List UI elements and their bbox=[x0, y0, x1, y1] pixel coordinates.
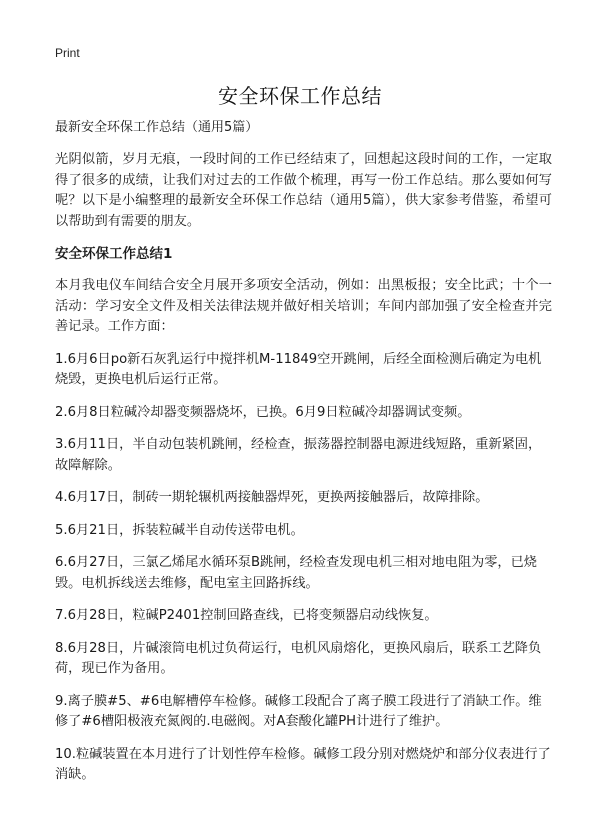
list-item: 4.6月17日，制砖一期轮辗机两接触器焊死，更换两接触器后，故障排除。 bbox=[55, 490, 489, 505]
section-heading: 安全环保工作总结1 bbox=[55, 246, 173, 262]
list-item: 2.6月8日粒碱冷却器变频器烧坏，已换。6月9日粒碱冷却器调试变频。 bbox=[55, 404, 471, 420]
list-item: 5.6月21日，拆装粒碱半自动传送带电机。 bbox=[55, 522, 304, 538]
list-item: 1.6月6日po新石灰乳运行中搅拌机M-11849空开跳闸，后经全面检测后确定为电机烧毁，更换电机后运行正常。 bbox=[55, 351, 542, 387]
list-item: 6.6月27日，三氯乙烯尾水循环泵B跳闸，经检查发现电机三相对地电阻为零，已烧毁。电机拆线送去维修，配电室主回路拆线。 bbox=[55, 555, 537, 591]
list-item: 10.粒碱装置在本月进行了计划性停车检修。碱修工段分别对燃烧炉和部分仪表进行了消缺。 bbox=[55, 746, 551, 782]
list-item: 8.6月28日，片碱滚筒电机过负荷运行，电机风扇熔化，更换风扇后，联系工艺降负荷，现已作为备用。 bbox=[55, 640, 542, 676]
list-item: 7.6月28日，粒碱P2401控制回路查线，已将变频器启动线恢复。 bbox=[55, 608, 438, 623]
list-item: 9.离子膜#5、#6电解槽停车检修。碱修工段配合了离子膜工段进行了消缺工作。维修了#6槽阳极液充氮阀的.电磁阀。对A套酸化罐PH计进行了维护。 bbox=[55, 693, 542, 729]
section-intro-paragraph: 本月我电仪车间结合安全月展开多项安全活动，例如：出黑板报；安全比武；十个一活动：学习安全文件及相关法律法规并做好相关培训；车间内部加强了安全检查并完善记录。工作方面： bbox=[55, 278, 552, 334]
document-body bbox=[55, 118, 552, 798]
list-item: 3.6月11日，半自动包装机跳闸，经检查，振荡器控制器电源进线短路，重新紧固，故障解除。 bbox=[55, 437, 542, 473]
print-link[interactable]: Print bbox=[55, 46, 80, 60]
page-title: 安全环保工作总结 bbox=[218, 84, 382, 108]
intro-paragraph: 光阴似箭，岁月无痕，一段时间的工作已经结束了，回想起这段时间的工作，一定取得了很多的成绩，让我们对过去的工作做个梳理，再写一份工作总结。那么要如何写呢？以下是小编整理的最新安全环保工作总结（通用5篇），供大家参考借鉴，希望可以帮助到有需要的朋友。 bbox=[55, 152, 552, 229]
document-subtitle: 最新安全环保工作总结（通用5篇） bbox=[55, 120, 259, 135]
